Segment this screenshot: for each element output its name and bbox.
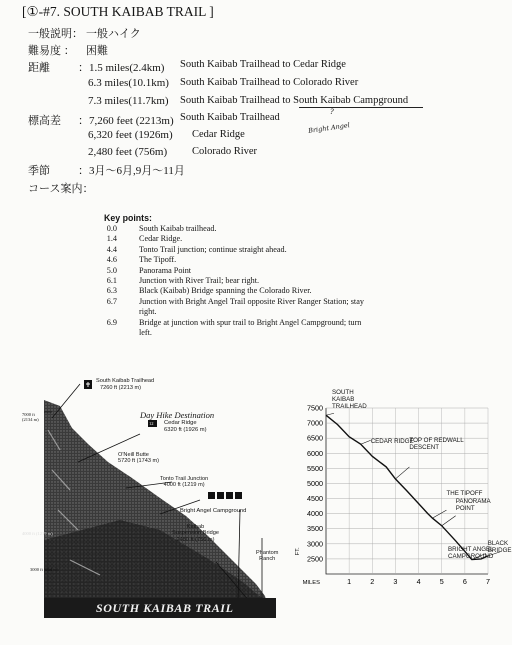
kaibab-bridge-label	[172, 524, 219, 543]
elevation-desc: Colorado River	[192, 146, 258, 157]
tonto-name: Tonto Trail Junction	[160, 476, 209, 482]
difficulty-label: 難易度 ：	[28, 45, 75, 57]
y-tick-label: 7500	[307, 403, 323, 413]
distance-amount: 6.3 miles(10.1km)	[88, 77, 169, 89]
chart-annotation	[446, 490, 482, 497]
annotation-line: TOP OF REDWALL	[409, 436, 464, 444]
key-points-title: Key points:	[104, 213, 152, 223]
milepost-number: 12	[149, 421, 154, 426]
annotation-leader	[361, 440, 371, 444]
oneill-butte-label	[118, 452, 159, 465]
key-point-text: Junction with River Trail; bear right.	[139, 276, 260, 285]
chart-annotation	[448, 546, 494, 560]
annotation-leader	[442, 516, 456, 526]
y-tick-label: 6000	[307, 448, 323, 458]
key-point-text: South Kaibab trailhead.	[139, 224, 217, 233]
annotation-line: SOUTH	[332, 389, 354, 397]
key-point-text: Tonto Trail junction; continue straight ahead.	[139, 244, 287, 254]
x-tick-label: 4	[416, 577, 421, 586]
distance-label: 距離	[28, 62, 50, 74]
key-point-text: Bridge at junction with spur trail to Bright Angel Campground; turn	[139, 317, 362, 327]
annotation-line: TRAILHEAD	[332, 403, 367, 411]
bright-angel-campground-label: Bright Angel Campground	[180, 508, 247, 514]
key-point-text: Black (Kaibab) Bridge spanning the Colorado River.	[139, 286, 312, 296]
trailhead-label	[96, 378, 154, 391]
cedar-ridge-elevation: 6320 ft (1926 m)	[164, 426, 207, 433]
kaibab-bridge-name-2: Suspension Bridge	[172, 530, 219, 537]
y-axis-label: FT.	[295, 547, 301, 556]
key-point-mile: 4.4	[106, 244, 117, 254]
annotation-line: KAIBAB	[332, 396, 355, 404]
key-points-list	[106, 224, 410, 344]
x-tick-label: 5	[439, 577, 444, 586]
x-tick-label: 3	[393, 577, 398, 586]
key-point-mile: 6.7	[106, 296, 117, 306]
key-point-mile: 5.0	[106, 265, 117, 275]
annotation-leader	[326, 413, 334, 415]
season-value: ：3月～6月,9月～11月	[78, 165, 185, 177]
key-point-mile: 6.3	[106, 286, 117, 296]
y-tick-label: 3000	[307, 539, 323, 549]
key-point-text: Panorama Point	[139, 265, 192, 275]
trail-banner: SOUTH KAIBAB TRAIL	[96, 601, 234, 615]
left-tick-mid: 4000 ft (1219 m)	[22, 531, 53, 536]
elevation-amount: 2,480 feet (756m)	[88, 146, 168, 158]
elevation-amount: ：7,260 feet (2213m)	[78, 115, 174, 127]
oneill-name: O'Neill Butte	[118, 452, 149, 458]
document-title: [①-#7. SOUTH KAIBAB TRAIL ]	[22, 4, 214, 19]
elevation-label: 標高差	[28, 115, 61, 127]
key-point-mile: 4.6	[106, 255, 117, 265]
handwritten-note: Bright Angel	[307, 121, 351, 135]
elevation-desc: Cedar Ridge	[192, 129, 245, 140]
distance-amount: ：1.5 miles(2.4km)	[78, 62, 165, 74]
phantom-name: Phantom	[256, 550, 279, 556]
y-tick-label: 6500	[307, 433, 323, 443]
annotation-line: DESCENT	[409, 443, 439, 451]
x-tick-label: 2	[370, 577, 375, 586]
y-tick-label: 2500	[307, 554, 323, 564]
tick-label: (2134 m)	[22, 417, 39, 422]
y-tick-label: 7000	[307, 418, 323, 428]
trailhead-name: South Kaibab Trailhead	[96, 378, 155, 384]
kaibab-bridge-elevation: 2480 ft (756 m)	[176, 536, 215, 543]
tonto-junction-label	[160, 476, 208, 489]
chart-annotation	[409, 437, 463, 451]
difficulty-value: 困難	[86, 45, 108, 57]
season-label: 季節	[28, 165, 50, 177]
annotation-leader	[395, 467, 409, 479]
annotation-line: BRIDGE	[487, 546, 512, 554]
key-point-mile: 0.0	[106, 224, 117, 233]
y-tick-label: 5500	[307, 463, 323, 473]
tonto-elevation: 4000 ft (1219 m)	[163, 482, 205, 489]
cedar-ridge-label	[164, 420, 207, 433]
key-point-mile: 1.4	[106, 234, 117, 244]
chart-annotation	[371, 438, 414, 445]
left-tick-low: 3000 ft (914 m)	[30, 567, 59, 572]
distance-desc: South Kaibab Trailhead to Colorado River	[180, 77, 359, 88]
key-point-mile: 6.9	[106, 317, 117, 327]
chart-annotation	[456, 498, 491, 512]
distance-desc: South Kaibab Trailhead to Cedar Ridge	[180, 59, 346, 70]
left-tick-top	[22, 412, 39, 422]
annotation-line: PANORAMA	[455, 497, 491, 505]
ranch-name: Ranch	[259, 556, 276, 563]
cedar-ridge-name: Cedar Ridge	[164, 420, 197, 426]
elevation-amount: 6,320 feet (1926m)	[88, 129, 173, 141]
trailhead-elevation: 7260 ft (2213 m)	[100, 384, 142, 391]
key-point-mile: 6.1	[106, 276, 117, 285]
oneill-elevation: 5720 ft (1743 m)	[118, 458, 160, 465]
y-tick-label: 4000	[307, 509, 323, 519]
annotation-line: THE TIPOFF	[446, 490, 483, 498]
x-tick-label: 1	[347, 577, 352, 586]
x-tick-labels	[347, 577, 490, 586]
leader-line	[52, 384, 80, 418]
distance-amount: 7.3 miles(11.7km)	[88, 95, 169, 107]
x-axis-label: MILES	[302, 580, 320, 586]
tick-label: 7000 ft	[22, 412, 35, 417]
facility-icons	[208, 492, 242, 499]
y-tick-labels	[307, 404, 323, 564]
y-tick-label: 3500	[307, 524, 323, 534]
y-tick-label: 4500	[307, 494, 323, 504]
kaibab-bridge-name: Kaibab	[186, 524, 205, 530]
chart-annotation	[332, 389, 367, 410]
y-tick-label: 5000	[307, 478, 323, 488]
destination-title: Day Hike Destination	[140, 410, 215, 420]
key-point-text: Cedar Ridge.	[139, 234, 183, 244]
key-point-text-cont: left.	[139, 328, 152, 337]
elevation-desc: South Kaibab Trailhead	[180, 112, 280, 123]
key-point-text: Junction with Bright Angel Trail opposite River Ranger Station; stay	[139, 296, 364, 306]
guide-label: コース案内：	[28, 183, 94, 195]
phantom-ranch-label	[256, 550, 278, 563]
key-point-text-cont: right.	[139, 307, 157, 317]
underline	[299, 107, 423, 108]
annotation-line: BRIGHT ANGEL	[448, 545, 494, 553]
distance-desc: South Kaibab Trailhead to South Kaibab Campground	[180, 95, 409, 106]
annotation-line: BLACK	[487, 539, 509, 547]
annotation-line: CAMPGROUND	[448, 552, 494, 560]
annotation-leader	[432, 510, 446, 518]
x-tick-label: 7	[486, 577, 490, 586]
annotation-leaders	[326, 413, 500, 559]
handwritten-mark: ?	[330, 108, 334, 116]
key-point-text: The Tipoff.	[139, 255, 177, 265]
x-tick-label: 6	[462, 577, 467, 586]
overview-label: 一般説明：	[28, 28, 83, 40]
overview-value: 一般ハイク	[86, 28, 141, 40]
annotation-line: POINT	[455, 504, 475, 512]
annotation-line: CEDAR RIDGE	[370, 438, 414, 446]
